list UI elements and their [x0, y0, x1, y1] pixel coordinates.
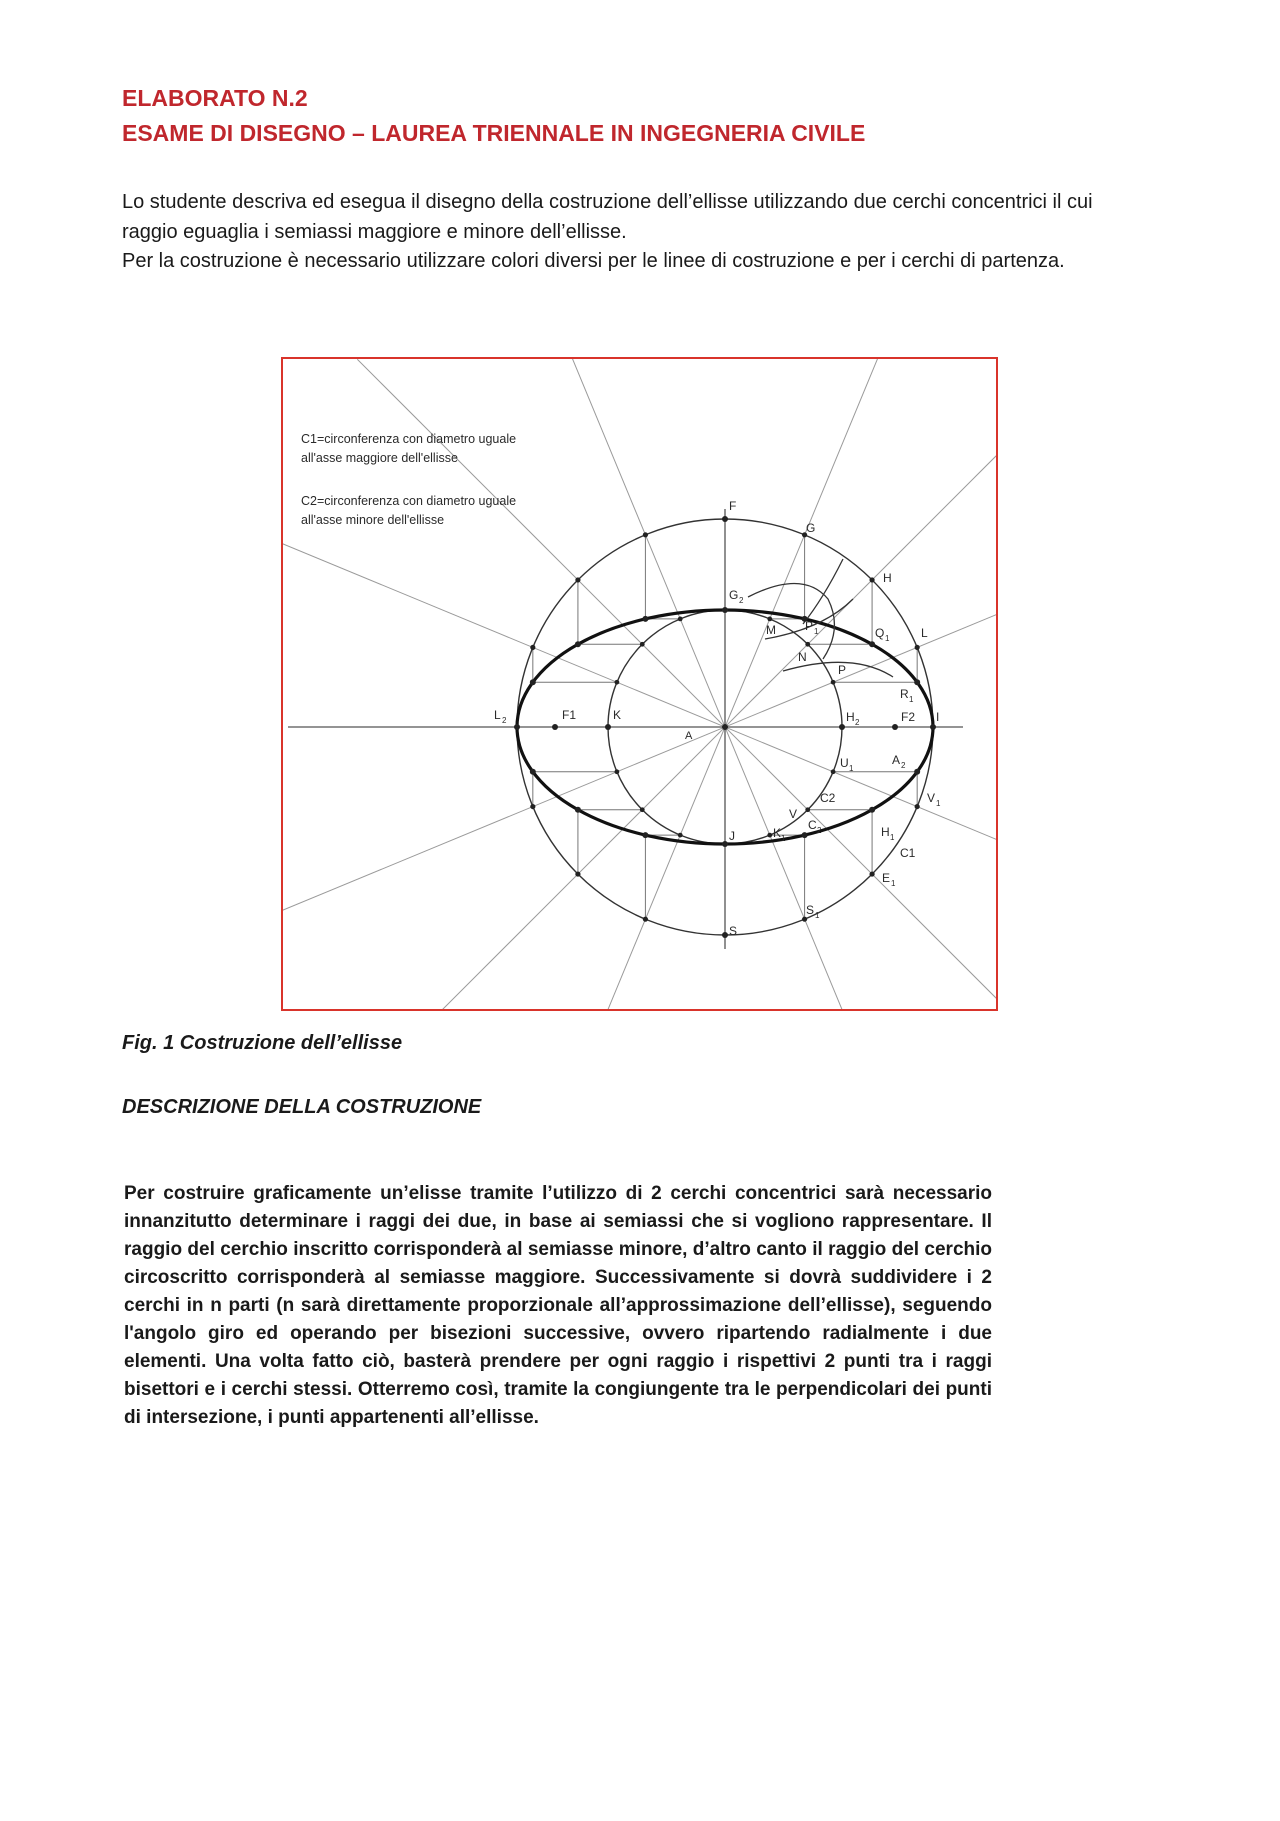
label-H1-subscript: 1 — [890, 833, 895, 842]
label-S1-subscript: 1 — [815, 911, 820, 920]
ellipse-point — [575, 807, 581, 813]
legend-c1-line1: C1=circonferenza con diametro uguale — [301, 432, 517, 446]
c1-point — [575, 871, 580, 876]
construction-arc-2 — [803, 559, 843, 624]
ellipse-point — [869, 641, 875, 647]
axis-point — [605, 724, 611, 730]
label-H2-subscript: 2 — [855, 718, 860, 727]
axis-point — [722, 841, 728, 847]
label-V: V — [789, 807, 798, 821]
c2-point — [615, 680, 620, 685]
c2-point — [640, 642, 645, 647]
label-H: H — [883, 571, 892, 585]
label-G: G — [806, 521, 816, 535]
label-U1: U — [840, 756, 849, 770]
c2-point — [678, 617, 683, 622]
c1-point — [530, 645, 535, 650]
label-F: F — [729, 499, 737, 513]
legend-c2-line1: C2=circonferenza con diametro uguale — [301, 494, 517, 508]
label-G2: G — [729, 588, 739, 602]
label-F2: F2 — [901, 710, 916, 724]
axis-point — [839, 724, 845, 730]
intro-paragraph-2: Per la costruzione è necessario utilizzare colori diversi per le linee di costruzione e per i cerchi di partenza. — [122, 250, 1065, 272]
c2-point — [831, 769, 836, 774]
intro-text — [122, 188, 1152, 277]
label-C2: C2 — [820, 791, 836, 805]
label-V1-subscript: 1 — [936, 799, 941, 808]
ellipse-point — [914, 679, 920, 685]
document-subtitle: ESAME DI DISEGNO – LAUREA TRIENNALE IN INGEGNERIA CIVILE — [122, 120, 866, 146]
c2-point — [831, 680, 836, 685]
c1-point — [643, 917, 648, 922]
label-N: N — [798, 650, 807, 664]
label-L2: L — [494, 708, 501, 722]
ellipse-point — [575, 641, 581, 647]
c1-point — [643, 532, 648, 537]
label-R1-subscript: 1 — [909, 695, 914, 704]
c2-point — [640, 807, 645, 812]
label-K: K — [613, 708, 622, 722]
label-U1-subscript: 1 — [849, 764, 854, 773]
c1-point — [869, 871, 874, 876]
label-P1-subscript: 1 — [814, 627, 819, 636]
document-title: ELABORATO N.2 — [122, 85, 308, 111]
label-K1-subscript: 1 — [781, 834, 786, 843]
label-E1: E — [882, 871, 891, 885]
label-L2-subscript: 2 — [502, 716, 507, 725]
c2-point — [805, 807, 810, 812]
axis-point — [722, 932, 728, 938]
ellipse-point — [914, 769, 920, 775]
label-Q1: Q — [875, 626, 885, 640]
label-Q1-subscript: 1 — [885, 634, 890, 643]
c1-point — [869, 577, 874, 582]
label-L: L — [921, 626, 928, 640]
ellipse-point — [530, 679, 536, 685]
axis-point — [722, 516, 728, 522]
ellipse-point — [869, 807, 875, 813]
label-H2: H — [846, 710, 855, 724]
label-F1: F1 — [562, 708, 577, 722]
label-K1: K — [773, 826, 782, 840]
label-S1: S — [806, 903, 815, 917]
label-C-small: C — [808, 818, 817, 832]
label-R1: R — [900, 687, 909, 701]
label-C-subscript: 2 — [817, 826, 822, 835]
c2-point — [767, 833, 772, 838]
axis-point — [892, 724, 898, 730]
ellipse-construction-figure — [281, 357, 998, 1011]
label-M: M — [766, 623, 776, 637]
legend-c1-line2: all'asse maggiore dell'ellisse — [301, 451, 458, 465]
description-body: Per costruire graficamente un’elisse tramite l’utilizzo di 2 cerchi concentrici sarà necessario innanzitutto determinare i raggi dei due, in base ai semiassi che si vogliono rappresentare. Il raggio del cerchio inscritto corrisponderà al semiasse minore, d’altro canto il raggio del cerchio circoscritto corrisponderà al semiasse maggiore. Successivamente si dovrà suddividere i 2 cerchi in n parti (n sarà direttamente proporzionale all’approssimazione dell’ellisse), seguendo l'angolo giro ed operando per bisezioni successive, ovvero ripartendo radialmente i due elementi. Una volta fatto ciò, basterà prendere per ogni raggio i rispettivi 2 punti tra i raggi bisettori e i cerchi stessi. Otterremo così, tramite la congiungente tra le perpendicolari dei punti di intersezione, i punti appartenenti all’ellisse. — [124, 1183, 992, 1428]
legend-c2-line2: all'asse minore dell'ellisse — [301, 513, 445, 527]
label-V1: V — [927, 791, 936, 805]
ellipse-point — [642, 616, 648, 622]
label-P1: P — [805, 619, 814, 633]
c2-point — [615, 769, 620, 774]
axis-point — [552, 724, 558, 730]
section-heading: DESCRIZIONE DELLA COSTRUZIONE — [122, 1096, 482, 1118]
label-C1: C1 — [900, 846, 916, 860]
axis-point — [930, 724, 936, 730]
label-A: A — [685, 730, 693, 742]
c2-point — [678, 833, 683, 838]
figure-caption: Fig. 1 Costruzione dell’ellisse — [122, 1032, 403, 1054]
c1-point — [575, 577, 580, 582]
label-I: I — [936, 710, 940, 724]
c1-point — [802, 917, 807, 922]
axis-point — [514, 724, 520, 730]
c2-point — [805, 642, 810, 647]
label-H1: H — [881, 825, 890, 839]
label-A2-subscript: 2 — [901, 761, 906, 770]
ellipse-construction-drawing — [283, 359, 996, 1009]
c2-point — [767, 617, 772, 622]
c1-point — [915, 645, 920, 650]
c1-point — [530, 804, 535, 809]
label-G2-subscript: 2 — [739, 596, 744, 605]
ellipse-point — [642, 832, 648, 838]
label-A2: A — [892, 753, 901, 767]
axis-point — [722, 724, 728, 730]
ellipse-point — [530, 769, 536, 775]
ellipse-point — [802, 832, 808, 838]
label-P: P — [838, 663, 847, 677]
label-J: J — [729, 829, 735, 843]
label-S: S — [729, 924, 738, 938]
label-E1-subscript: 1 — [891, 879, 896, 888]
axis-point — [722, 607, 728, 613]
c1-point — [915, 804, 920, 809]
intro-paragraph-1: Lo studente descriva ed esegua il disegno della costruzione dell’ellisse utilizzando due cerchi concentrici il cui raggio eguaglia i semiassi maggiore e minore dell’ellisse. — [122, 191, 1093, 243]
